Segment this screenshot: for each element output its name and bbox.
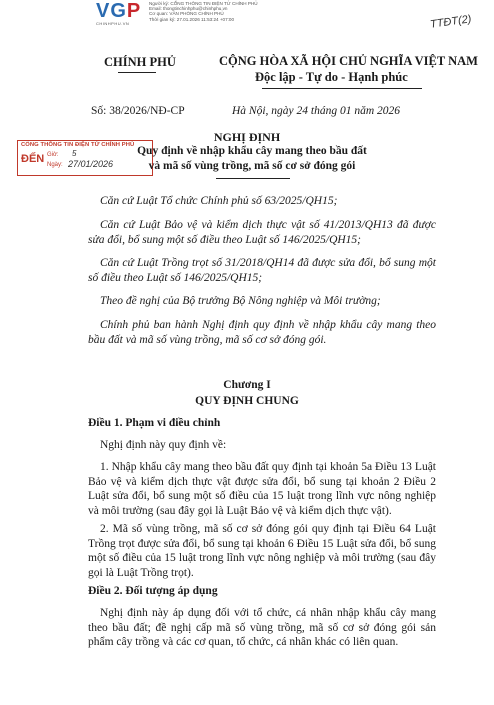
preamble-paragraph: Căn cứ Luật Bảo vệ và kiểm dịch thực vật số 41/2013/QH13 đã được sửa đổi, bổ sung một số điều theo Luật số 146/2025/QH15; — [88, 219, 436, 246]
preamble-paragraph: Căn cứ Luật Trồng trọt số 31/2018/QH14 đã được sửa đổi, bổ sung một số điều theo Luật số 146/2025/QH15; — [88, 257, 436, 284]
motto: Độc lập - Tự do - Hạnh phúc — [255, 70, 408, 84]
stamp-time-label: Giờ: — [47, 152, 59, 158]
digital-signature — [149, 1, 319, 22]
document-title: và mã số vùng trồng, mã số cơ sở đóng gói — [148, 160, 356, 172]
motto-underline — [262, 88, 422, 89]
vgp-logo: VGP — [96, 0, 142, 22]
article-heading: Điều 2. Đối tượng áp dụng — [88, 585, 218, 597]
article-paragraph: Nghị định này quy định về: — [100, 439, 227, 451]
stamp-den: ĐẾN — [21, 153, 45, 165]
document-type: NGHỊ ĐỊNH — [213, 130, 281, 144]
signature-line: Người ký: CỔNG THÔNG TIN ĐIỆN TỬ CHÍNH PHỦ — [149, 1, 258, 6]
article-paragraph: Nghị định này áp dụng đối với tổ chức, cá nhân nhập khẩu cây mang theo bầu đất; đề nghị cấp mã số vùng trồng, mã số cơ sở đóng gói sản phẩm cây trồng và các cơ quan, tổ chức, cá nhân khác có liên quan. — [88, 607, 436, 648]
stamp-date-value: 27/01/2026 — [68, 159, 114, 169]
document-title: Quy định về nhập khẩu cây mang theo bầu đất — [137, 145, 367, 157]
signature-line: Email: thongtinchinhphu@chinhphu.vn — [149, 6, 228, 12]
signature-line: Thời gian ký: 27.01.2026 11:53:24 +07:00 — [149, 16, 235, 22]
article-paragraph: 1. Nhập khẩu cây mang theo bầu đất quy định tại khoản 5a Điều 13 Luật Bảo vệ và kiểm dịch thực vật được sửa đổi, bổ sung tại khoản 2 Điều 2 Luật sửa đổi, bổ sung một số điều của 15 luật trong lĩnh vực nông nghiệp và môi trường (sau đây gọi là Luật Bảo vệ và kiểm dịch thực vật). — [88, 461, 436, 517]
chapter-title: QUY ĐỊNH CHUNG — [195, 395, 299, 407]
preamble-paragraph: Căn cứ Luật Tổ chức Chính phủ số 63/2025/QH15; — [100, 195, 338, 207]
place-date: Hà Nội, ngày 24 tháng 01 năm 2026 — [232, 105, 401, 117]
preamble-paragraph: Theo đề nghị của Bộ trưởng Bộ Nông nghiệp và Môi trường; — [100, 295, 381, 307]
nation-name: CỘNG HÒA XÃ HỘI CHỦ NGHĨA VIỆT NAM — [219, 54, 478, 68]
vgp-logo-subtitle: CHINHPHU.VN — [96, 21, 130, 26]
stamp-org: CỔNG THÔNG TIN ĐIỆN TỬ CHÍNH PHỦ — [21, 142, 135, 148]
stamp-time-value: 5 — [72, 149, 77, 158]
article-heading: Điều 1. Phạm vi điều chỉnh — [88, 417, 221, 429]
issuer-name: CHÍNH PHỦ — [104, 55, 176, 69]
signature-line: Cơ quan: VĂN PHÒNG CHÍNH PHỦ — [149, 11, 224, 17]
handwritten-note: TTĐT(2) — [429, 13, 473, 31]
stamp-date-label: Ngày: — [47, 162, 63, 168]
preamble-paragraph: Chính phủ ban hành Nghị định quy định về nhập khẩu cây mang theo bầu đất và mã số vùng trồng, mã số cơ sở đóng gói. — [88, 319, 436, 346]
chapter-number: Chương I — [223, 379, 271, 391]
document-number: Số: 38/2026/NĐ-CP — [91, 105, 185, 117]
article-paragraph: 2. Mã số vùng trồng, mã số cơ sở đóng gói quy định tại Điều 64 Luật Trồng trọt được sửa đổi, bổ sung tại khoản 6 Điều 15 Luật sửa đổi, bổ sung một số điều của 15 luật trong lĩnh vực nông nghiệp và môi trường (sau đây gọi là Luật Trồng trọt). — [88, 523, 436, 579]
title-underline — [216, 178, 290, 179]
issuer-underline — [118, 72, 156, 73]
